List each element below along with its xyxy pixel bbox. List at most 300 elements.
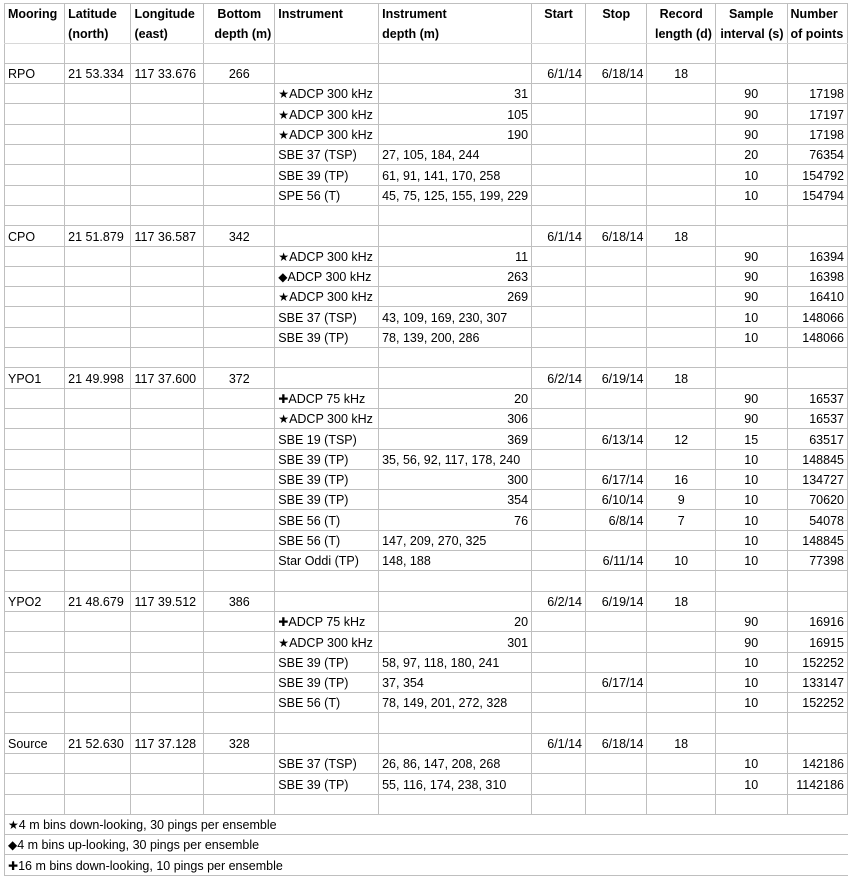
instrument-row <box>5 469 848 489</box>
empty-cell <box>5 611 65 631</box>
empty-cell <box>204 632 275 652</box>
empty-cell <box>647 205 715 225</box>
sample-interval: 10 <box>715 672 787 692</box>
diamond-icon: ◆ <box>278 270 288 285</box>
empty-cell <box>204 43 275 63</box>
instrument-label: ADCP 300 kHz <box>289 107 373 122</box>
star-icon: ★ <box>278 249 290 264</box>
empty-cell <box>532 551 586 571</box>
instrument-name <box>275 388 379 408</box>
empty-cell <box>532 185 586 205</box>
instrument-row <box>5 266 848 286</box>
number-of-points: 63517 <box>787 429 847 449</box>
empty-cell <box>65 246 131 266</box>
instrument-label: SBE 39 (TP) <box>278 473 349 488</box>
sample-interval: 10 <box>715 753 787 773</box>
record-length <box>647 307 715 327</box>
record-length: 9 <box>647 490 715 510</box>
instrument-name <box>275 84 379 104</box>
empty-cell <box>131 348 204 368</box>
instrument-name <box>275 632 379 652</box>
number-of-points: 16410 <box>787 287 847 307</box>
empty-cell <box>379 855 848 875</box>
number-of-points: 16394 <box>787 246 847 266</box>
stop-date <box>586 287 647 307</box>
empty-cell <box>5 429 65 449</box>
column-header <box>586 23 647 43</box>
column-header: Bottom <box>204 4 275 24</box>
instrument-name <box>275 185 379 205</box>
mooring-table <box>4 3 848 876</box>
bottom-depth: 266 <box>204 63 275 83</box>
empty-cell <box>5 672 65 692</box>
record-length <box>647 611 715 631</box>
empty-cell <box>204 124 275 144</box>
empty-cell <box>131 408 204 428</box>
instrument-name <box>275 611 379 631</box>
record-length <box>647 327 715 347</box>
mooring-name: RPO <box>5 63 65 83</box>
empty-cell <box>532 388 586 408</box>
number-of-points: 17197 <box>787 104 847 124</box>
footnote-row <box>5 814 848 834</box>
stop-date <box>586 145 647 165</box>
empty-cell <box>65 794 131 814</box>
empty-cell <box>715 368 787 388</box>
instrument-name <box>275 246 379 266</box>
empty-cell <box>5 165 65 185</box>
instrument-label: SBE 56 (T) <box>278 534 341 549</box>
instrument-row <box>5 672 848 692</box>
sample-interval: 10 <box>715 165 787 185</box>
number-of-points: 152252 <box>787 652 847 672</box>
instrument-depth: 58, 97, 118, 180, 241 <box>379 652 532 672</box>
stop-date: 6/19/14 <box>586 368 647 388</box>
empty-cell <box>204 104 275 124</box>
number-of-points: 16398 <box>787 266 847 286</box>
empty-cell <box>379 63 532 83</box>
empty-cell <box>131 104 204 124</box>
column-header: Longitude <box>131 4 204 24</box>
empty-cell <box>65 205 131 225</box>
instrument-label: SBE 19 (TSP) <box>278 432 357 447</box>
record-length: 18 <box>647 591 715 611</box>
sample-interval: 10 <box>715 307 787 327</box>
empty-cell <box>787 63 847 83</box>
star-icon: ★ <box>278 635 290 650</box>
instrument-row <box>5 611 848 631</box>
instrument-name <box>275 124 379 144</box>
empty-cell <box>131 124 204 144</box>
instrument-label: ADCP 300 kHz <box>289 412 373 427</box>
empty-cell <box>131 652 204 672</box>
empty-cell <box>532 510 586 530</box>
empty-cell <box>131 774 204 794</box>
empty-cell <box>5 753 65 773</box>
stop-date: 6/8/14 <box>586 510 647 530</box>
instrument-row <box>5 753 848 773</box>
empty-cell <box>275 226 379 246</box>
record-length <box>647 774 715 794</box>
record-length <box>647 652 715 672</box>
instrument-row <box>5 145 848 165</box>
instrument-row <box>5 551 848 571</box>
sample-interval: 10 <box>715 185 787 205</box>
record-length <box>647 388 715 408</box>
stop-date <box>586 165 647 185</box>
star-icon: ★ <box>278 290 290 305</box>
empty-cell <box>275 205 379 225</box>
cross-icon: ✚ <box>278 615 289 630</box>
empty-cell <box>715 63 787 83</box>
instrument-depth: 31 <box>379 84 532 104</box>
star-icon: ★ <box>278 87 290 102</box>
stop-date <box>586 327 647 347</box>
empty-cell <box>65 266 131 286</box>
stop-date: 6/18/14 <box>586 63 647 83</box>
stop-date <box>586 530 647 550</box>
empty-cell <box>586 713 647 733</box>
empty-cell <box>204 408 275 428</box>
empty-cell <box>5 307 65 327</box>
empty-cell <box>204 774 275 794</box>
empty-cell <box>787 368 847 388</box>
footnote-row <box>5 855 848 875</box>
sample-interval: 10 <box>715 449 787 469</box>
instrument-label: ADCP 75 kHz <box>288 615 366 630</box>
record-length <box>647 632 715 652</box>
sample-interval: 90 <box>715 104 787 124</box>
sample-interval: 10 <box>715 327 787 347</box>
empty-cell <box>379 43 532 63</box>
instrument-row <box>5 530 848 550</box>
empty-cell <box>131 429 204 449</box>
column-header <box>532 23 586 43</box>
empty-cell <box>532 571 586 591</box>
instrument-row <box>5 287 848 307</box>
empty-cell <box>5 794 65 814</box>
number-of-points: 70620 <box>787 490 847 510</box>
instrument-name <box>275 165 379 185</box>
instrument-row <box>5 124 848 144</box>
empty-cell <box>5 287 65 307</box>
record-length <box>647 84 715 104</box>
longitude: 117 33.676 <box>131 63 204 83</box>
instrument-depth: 147, 209, 270, 325 <box>379 530 532 550</box>
empty-cell <box>647 571 715 591</box>
stop-date <box>586 104 647 124</box>
empty-cell <box>204 794 275 814</box>
empty-cell <box>65 388 131 408</box>
sample-interval: 10 <box>715 490 787 510</box>
record-length <box>647 408 715 428</box>
empty-cell <box>532 429 586 449</box>
record-length <box>647 266 715 286</box>
instrument-name <box>275 266 379 286</box>
instrument-depth: 55, 116, 174, 238, 310 <box>379 774 532 794</box>
empty-cell <box>532 632 586 652</box>
instrument-label: SBE 39 (TP) <box>278 452 349 467</box>
instrument-depth: 190 <box>379 124 532 144</box>
spacer-row <box>5 348 848 368</box>
empty-cell <box>5 449 65 469</box>
empty-cell <box>787 591 847 611</box>
spacer-row <box>5 43 848 63</box>
number-of-points: 148845 <box>787 449 847 469</box>
mooring-name: Source <box>5 733 65 753</box>
empty-cell <box>65 672 131 692</box>
empty-cell <box>532 124 586 144</box>
instrument-label: ADCP 300 kHz <box>289 249 373 264</box>
empty-cell <box>5 348 65 368</box>
stop-date <box>586 307 647 327</box>
number-of-points: 133147 <box>787 672 847 692</box>
number-of-points: 152252 <box>787 693 847 713</box>
empty-cell <box>131 246 204 266</box>
instrument-name <box>275 753 379 773</box>
instrument-name <box>275 408 379 428</box>
number-of-points: 148845 <box>787 530 847 550</box>
record-length <box>647 246 715 266</box>
latitude: 21 53.334 <box>65 63 131 83</box>
mooring-row <box>5 591 848 611</box>
empty-cell <box>532 408 586 428</box>
empty-cell <box>5 205 65 225</box>
empty-cell <box>65 449 131 469</box>
empty-cell <box>204 652 275 672</box>
instrument-label: ADCP 300 kHz <box>289 128 373 143</box>
mooring-name: CPO <box>5 226 65 246</box>
empty-cell <box>586 43 647 63</box>
column-header <box>5 23 65 43</box>
empty-cell <box>532 774 586 794</box>
empty-cell <box>131 632 204 652</box>
stop-date <box>586 246 647 266</box>
instrument-name <box>275 104 379 124</box>
empty-cell <box>5 530 65 550</box>
empty-cell <box>532 490 586 510</box>
instrument-label: SBE 37 (TSP) <box>278 148 357 163</box>
empty-cell <box>204 469 275 489</box>
footnote <box>5 855 379 875</box>
instrument-row <box>5 774 848 794</box>
instrument-depth: 11 <box>379 246 532 266</box>
instrument-depth: 37, 354 <box>379 672 532 692</box>
empty-cell <box>532 327 586 347</box>
instrument-depth: 27, 105, 184, 244 <box>379 145 532 165</box>
instrument-label: SBE 56 (T) <box>278 513 341 528</box>
instrument-row <box>5 165 848 185</box>
record-length <box>647 287 715 307</box>
instrument-name <box>275 145 379 165</box>
mooring-name: YPO2 <box>5 591 65 611</box>
diamond-icon: ◆ <box>8 838 18 853</box>
empty-cell <box>131 287 204 307</box>
spacer-row <box>5 713 848 733</box>
empty-cell <box>715 205 787 225</box>
empty-cell <box>65 632 131 652</box>
empty-cell <box>65 307 131 327</box>
empty-cell <box>204 348 275 368</box>
empty-cell <box>275 571 379 591</box>
stop-date <box>586 774 647 794</box>
empty-cell <box>532 652 586 672</box>
instrument-row <box>5 307 848 327</box>
latitude: 21 48.679 <box>65 591 131 611</box>
empty-cell <box>204 145 275 165</box>
instrument-depth: 306 <box>379 408 532 428</box>
empty-cell <box>65 551 131 571</box>
bottom-depth: 328 <box>204 733 275 753</box>
empty-cell <box>65 753 131 773</box>
empty-cell <box>715 713 787 733</box>
mooring-row <box>5 368 848 388</box>
instrument-depth: 78, 149, 201, 272, 328 <box>379 693 532 713</box>
empty-cell <box>787 571 847 591</box>
column-header: depth (m) <box>204 23 275 43</box>
instrument-name <box>275 672 379 692</box>
instrument-depth: 300 <box>379 469 532 489</box>
empty-cell <box>131 490 204 510</box>
instrument-label: ADCP 300 kHz <box>289 290 373 305</box>
empty-cell <box>532 84 586 104</box>
instrument-row <box>5 408 848 428</box>
instrument-depth: 148, 188 <box>379 551 532 571</box>
sample-interval: 15 <box>715 429 787 449</box>
footnote-text: 4 m bins up-looking, 30 pings per ensemble <box>17 838 260 853</box>
number-of-points: 148066 <box>787 327 847 347</box>
instrument-row <box>5 632 848 652</box>
number-of-points: 16537 <box>787 408 847 428</box>
start-date: 6/1/14 <box>532 63 586 83</box>
empty-cell <box>131 145 204 165</box>
empty-cell <box>715 571 787 591</box>
empty-cell <box>65 713 131 733</box>
empty-cell <box>5 490 65 510</box>
sample-interval: 10 <box>715 510 787 530</box>
instrument-row <box>5 652 848 672</box>
sample-interval: 10 <box>715 774 787 794</box>
spacer-row <box>5 794 848 814</box>
stop-date: 6/17/14 <box>586 672 647 692</box>
stop-date: 6/18/14 <box>586 226 647 246</box>
star-icon: ★ <box>8 818 19 833</box>
empty-cell <box>5 185 65 205</box>
empty-cell <box>204 530 275 550</box>
column-header: of points <box>787 23 847 43</box>
instrument-name <box>275 693 379 713</box>
empty-cell <box>204 571 275 591</box>
instrument-label: ADCP 300 kHz <box>287 270 372 285</box>
instrument-label: SBE 39 (TP) <box>278 331 349 346</box>
empty-cell <box>131 327 204 347</box>
empty-cell <box>715 794 787 814</box>
number-of-points: 16916 <box>787 611 847 631</box>
number-of-points: 16537 <box>787 388 847 408</box>
empty-cell <box>787 733 847 753</box>
empty-cell <box>532 449 586 469</box>
star-icon: ★ <box>278 128 290 143</box>
stop-date <box>586 408 647 428</box>
empty-cell <box>65 104 131 124</box>
instrument-depth: 20 <box>379 388 532 408</box>
stop-date <box>586 124 647 144</box>
empty-cell <box>532 104 586 124</box>
sample-interval: 90 <box>715 84 787 104</box>
empty-cell <box>532 43 586 63</box>
empty-cell <box>586 794 647 814</box>
star-icon: ★ <box>278 412 290 427</box>
empty-cell <box>787 794 847 814</box>
empty-cell <box>275 794 379 814</box>
instrument-label: SBE 39 (TP) <box>278 493 349 508</box>
footnote <box>5 814 379 834</box>
instrument-label: SBE 37 (TSP) <box>278 757 357 772</box>
empty-cell <box>131 713 204 733</box>
instrument-label: SBE 39 (TP) <box>278 777 349 792</box>
empty-cell <box>65 652 131 672</box>
longitude: 117 36.587 <box>131 226 204 246</box>
column-header: Mooring <box>5 4 65 24</box>
instrument-depth: 45, 75, 125, 155, 199, 229 <box>379 185 532 205</box>
instrument-row <box>5 327 848 347</box>
star-icon: ★ <box>278 107 290 122</box>
instrument-name <box>275 307 379 327</box>
empty-cell <box>65 490 131 510</box>
number-of-points: 142186 <box>787 753 847 773</box>
footnote-text: 4 m bins down-looking, 30 pings per ensemble <box>18 818 277 833</box>
empty-cell <box>532 205 586 225</box>
bottom-depth: 372 <box>204 368 275 388</box>
empty-cell <box>131 753 204 773</box>
empty-cell <box>5 510 65 530</box>
instrument-depth: 263 <box>379 266 532 286</box>
stop-date <box>586 632 647 652</box>
stop-date: 6/19/14 <box>586 591 647 611</box>
record-length: 18 <box>647 733 715 753</box>
empty-cell <box>131 693 204 713</box>
empty-cell <box>204 713 275 733</box>
start-date: 6/2/14 <box>532 368 586 388</box>
instrument-depth: 269 <box>379 287 532 307</box>
empty-cell <box>532 266 586 286</box>
empty-cell <box>5 84 65 104</box>
sample-interval: 20 <box>715 145 787 165</box>
empty-cell <box>275 591 379 611</box>
number-of-points: 76354 <box>787 145 847 165</box>
number-of-points: 17198 <box>787 84 847 104</box>
number-of-points: 154794 <box>787 185 847 205</box>
empty-cell <box>204 246 275 266</box>
empty-cell <box>204 510 275 530</box>
empty-cell <box>379 205 532 225</box>
empty-cell <box>275 348 379 368</box>
empty-cell <box>5 652 65 672</box>
footnote <box>5 835 379 855</box>
empty-cell <box>204 753 275 773</box>
empty-cell <box>204 205 275 225</box>
empty-cell <box>532 287 586 307</box>
empty-cell <box>5 632 65 652</box>
column-header: interval (s) <box>715 23 787 43</box>
empty-cell <box>65 84 131 104</box>
number-of-points: 134727 <box>787 469 847 489</box>
stop-date <box>586 266 647 286</box>
sample-interval: 10 <box>715 652 787 672</box>
instrument-depth: 369 <box>379 429 532 449</box>
stop-date <box>586 449 647 469</box>
empty-cell <box>532 145 586 165</box>
